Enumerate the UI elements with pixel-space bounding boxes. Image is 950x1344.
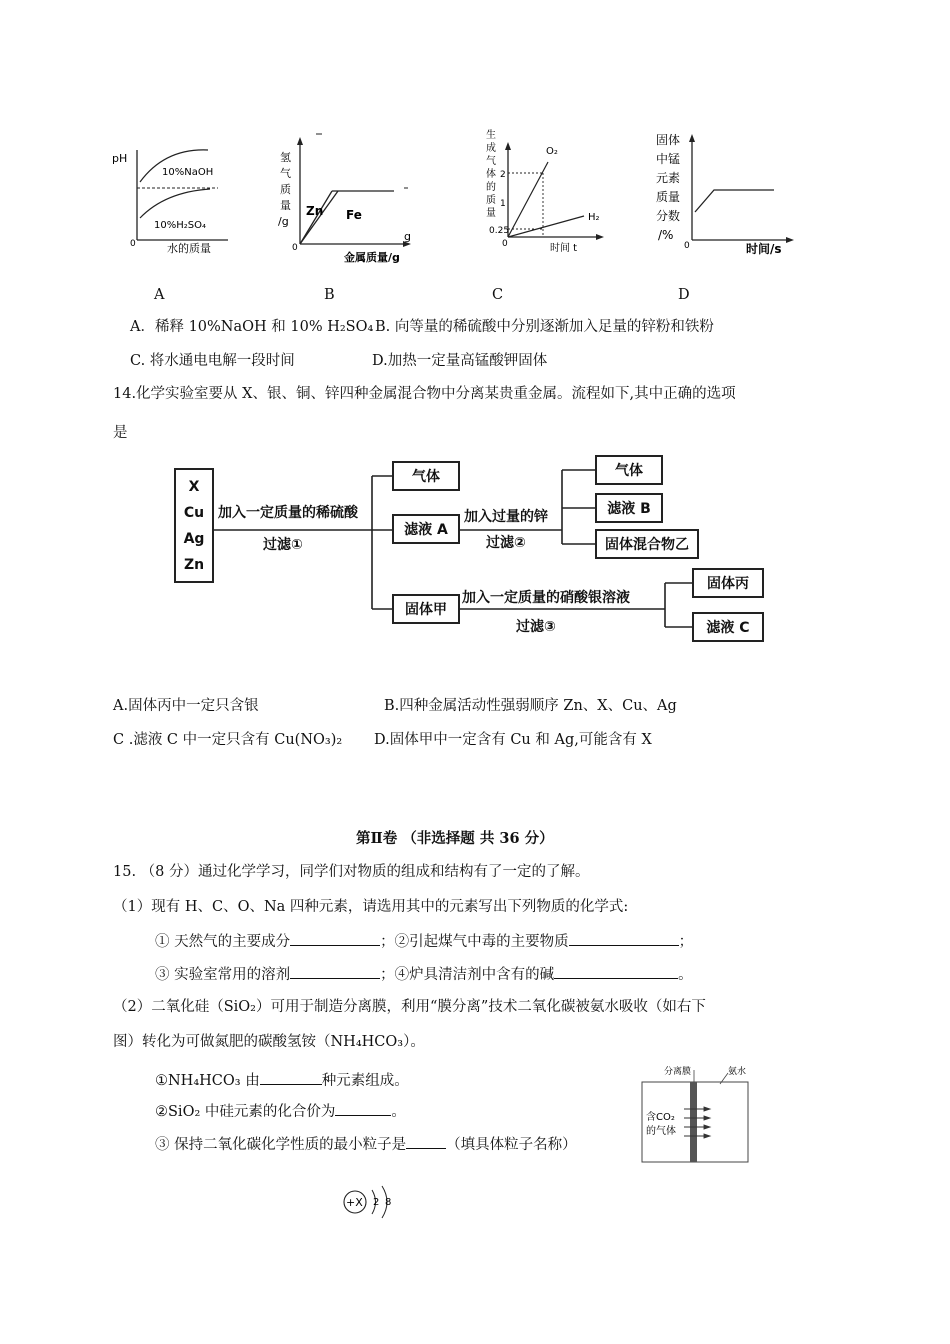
graph-c-origin: 0	[502, 239, 508, 249]
flow-solid-jia-box: 固体甲	[392, 594, 460, 624]
q15-p2-a-pre: ①NH₄HCO₃ 由	[155, 1073, 260, 1089]
q15-p2-a-post: 种元素组成。	[321, 1073, 409, 1089]
section-2-title: 第Ⅱ卷 （非选择题 共 36 分）	[356, 830, 554, 847]
graph-c-ylabel-5: 质	[486, 195, 496, 206]
graph-d-ylabel-3: 质量	[656, 190, 681, 204]
flow-step2-bottom: 过滤②	[486, 535, 526, 551]
q14-option-c: C .滤液 C 中一定只含有 Cu(NO₃)₂	[113, 732, 343, 748]
graph-b-origin: 0	[292, 243, 298, 253]
graph-a-xlabel: 水的质量	[167, 242, 211, 255]
flow-start-cu: Cu	[183, 504, 205, 521]
q15-p1-a1: ① 天然气的主要成分	[155, 934, 291, 950]
q13-option-b: B. 向等量的稀硫酸中分别逐渐加入足量的锌粉和铁粉	[375, 319, 714, 335]
graph-b-zn-label: Zn	[306, 204, 324, 218]
graph-c-h2-line	[508, 216, 584, 237]
flow-step3-top: 加入一定质量的硝酸银溶液	[462, 590, 630, 606]
graph-b-fe-label: Fe	[346, 208, 362, 222]
graph-d-curve	[695, 190, 774, 212]
graph-c-o2-label: O₂	[546, 146, 558, 157]
chart-letter-d: D	[678, 287, 690, 303]
atom-nucleus: +X	[346, 1196, 363, 1209]
q13-option-d: D.加热一定量高锰酸钾固体	[372, 353, 548, 369]
flow-step2-top: 加入过量的锌	[464, 509, 548, 525]
q15-blank-4[interactable]	[554, 964, 678, 979]
q13-option-a: A．稀释 10%NaOH 和 10% H₂SO₄	[130, 319, 374, 335]
graph-b	[272, 128, 422, 268]
q15-part1: （1）现有 H、C、O、Na 四种元素，请选用其中的元素写出下列物质的化学式:	[113, 899, 629, 915]
flow-step1-bottom: 过滤①	[263, 537, 303, 553]
q15-p2-b-pre: ②SiO₂ 中硅元素的化合价为	[155, 1104, 336, 1120]
graph-c	[480, 122, 615, 262]
graph-a-ylabel: pH	[112, 152, 128, 165]
chart-letter-a: A	[154, 287, 165, 303]
graph-b-ylabel-4: /g	[278, 215, 289, 228]
flow-gas1-box: 气体	[392, 461, 460, 491]
q15-part2-line1: （2）二氧化硅（SiO₂）可用于制造分离膜，利用“膜分离”技术二氧化碳被氨水吸收（如右下	[113, 999, 706, 1015]
graph-d	[650, 128, 800, 263]
graph-a	[110, 140, 240, 265]
membrane-label: 分离膜	[664, 1067, 692, 1077]
graph-c-ylabel-2: 气	[486, 156, 496, 167]
q15-part1-line-a	[155, 931, 693, 952]
graph-c-xlabel: 时间 t	[550, 243, 578, 254]
flow-start-zn: Zn	[183, 556, 205, 573]
q15-part2-c	[155, 1134, 577, 1155]
q15-p1-a3: ；	[678, 934, 694, 950]
flow-filtrate-b-box: 滤液 B	[595, 493, 663, 523]
flow-start-x: X	[188, 478, 200, 495]
graph-d-ylabel-2: 元素	[656, 171, 681, 185]
graph-d-origin: 0	[684, 241, 690, 251]
graph-b-x-unit: g	[404, 230, 411, 243]
q15-intro: 15. （8 分）通过化学学习，同学们对物质的组成和结构有了一定的了解。	[113, 864, 590, 880]
q13-option-c: C. 将水通电电解一段时间	[130, 353, 295, 369]
chart-letter-c: C	[492, 287, 504, 303]
graph-d-ylabel-5: /%	[658, 228, 674, 242]
q14-stem-line1: 14.化学实验室要从 X、银、铜、锌四种金属混合物中分离某贵重金属。流程如下,其中正确的选项	[113, 386, 736, 402]
flow-step1-top: 加入一定质量的稀硫酸	[218, 505, 358, 521]
flow-start-box	[174, 468, 214, 583]
atom-shell1-count: 2	[373, 1197, 380, 1208]
q15-p2-c-post: （填具体粒子名称）	[446, 1137, 577, 1153]
graph-a-naoh-label: 10%NaOH	[162, 167, 214, 178]
graph-b-xlabel: 金属质量/g	[344, 251, 400, 264]
graph-a-h2so4-label: 10%H₂SO₄	[154, 220, 206, 231]
q14-option-d: D.固体甲中一定含有 Cu 和 Ag,可能含有 X	[374, 732, 652, 748]
graph-c-tick-025: 0.25	[489, 226, 510, 236]
q15-blank-5[interactable]	[260, 1070, 322, 1085]
atom-shell2-count: 8	[385, 1197, 392, 1208]
q15-p1-b1: ③ 实验室常用的溶剂	[155, 967, 291, 983]
graph-a-h2so4-curve	[140, 189, 210, 218]
graph-d-ylabel-4: 分数	[656, 209, 681, 223]
graph-c-tick-1: 1	[500, 199, 506, 209]
gas-label-2: 的气体	[646, 1126, 676, 1137]
q15-blank-7[interactable]	[406, 1134, 446, 1149]
q15-p1-b3: 。	[678, 967, 693, 983]
graph-c-ylabel-6: 量	[486, 208, 496, 219]
chart-letter-b: B	[324, 287, 335, 303]
ammonia-label: 氨水	[728, 1067, 747, 1077]
flow-solid-yi-box: 固体混合物乙	[595, 529, 699, 559]
q15-p1-b2: ；④炉具清洁剂中含有的碱	[380, 967, 555, 983]
q15-blank-3[interactable]	[290, 964, 380, 979]
graph-c-tick-2: 2	[500, 170, 506, 180]
graph-c-ylabel-4: 的	[486, 182, 496, 193]
flow-gas2-box: 气体	[595, 455, 663, 485]
graph-d-ylabel-0: 固体	[656, 133, 681, 147]
q15-part2-line2: 图）转化为可做氮肥的碳酸氢铵（NH₄HCO₃）。	[113, 1034, 425, 1050]
flow-filtrate-c-box: 滤液 C	[692, 612, 764, 642]
graph-b-ylabel-2: 质	[280, 183, 291, 196]
graph-c-ylabel-3: 体	[486, 169, 496, 180]
graph-c-y-arrow	[505, 142, 511, 150]
graph-d-x-arrow	[786, 237, 794, 243]
graph-b-y-arrow	[297, 137, 303, 145]
q14-option-b: B.四种金属活动性强弱顺序 Zn、X、Cu、Ag	[384, 698, 677, 714]
q15-blank-1[interactable]	[290, 931, 380, 946]
q14-stem-line2: 是	[113, 425, 128, 441]
flow-step3-bottom: 过滤③	[516, 619, 556, 635]
graph-c-x-arrow	[596, 234, 604, 240]
graph-c-ylabel-0: 生	[486, 130, 496, 141]
q15-blank-2[interactable]	[569, 931, 679, 946]
graph-b-ylabel-3: 量	[280, 199, 291, 212]
graph-c-h2-label: H₂	[588, 212, 600, 223]
q15-p2-b-post: 。	[391, 1104, 406, 1120]
q15-part2-b	[155, 1101, 406, 1122]
graph-d-ylabel-1: 中锰	[656, 152, 681, 166]
graph-b-ylabel-0: 氢	[280, 151, 291, 164]
membrane-figure	[636, 1062, 756, 1166]
membrane-diagram	[636, 1062, 756, 1166]
q14-option-a: A.固体丙中一定只含银	[113, 698, 259, 714]
q15-part2-a	[155, 1070, 409, 1091]
graph-d-y-arrow	[689, 134, 695, 142]
graph-c-ylabel-1: 成	[486, 143, 496, 154]
graph-b-ylabel-1: 气	[280, 167, 291, 180]
q15-p2-c-pre: ③ 保持二氧化碳化学性质的最小粒子是	[155, 1137, 407, 1153]
q15-p1-a2: ；②引起煤气中毒的主要物质	[380, 934, 569, 950]
flow-filtrate-a-box: 滤液 A	[392, 514, 460, 544]
flow-start-ag: Ag	[183, 530, 205, 547]
gas-label-1: 含CO₂	[646, 1112, 675, 1123]
graph-a-origin: 0	[130, 239, 136, 249]
flow-solid-bing-box: 固体丙	[692, 568, 764, 598]
graph-d-xlabel: 时间/s	[746, 242, 782, 256]
q15-part1-line-b	[155, 964, 693, 985]
q15-blank-6[interactable]	[335, 1101, 391, 1116]
atom-structure-diagram	[340, 1182, 410, 1226]
